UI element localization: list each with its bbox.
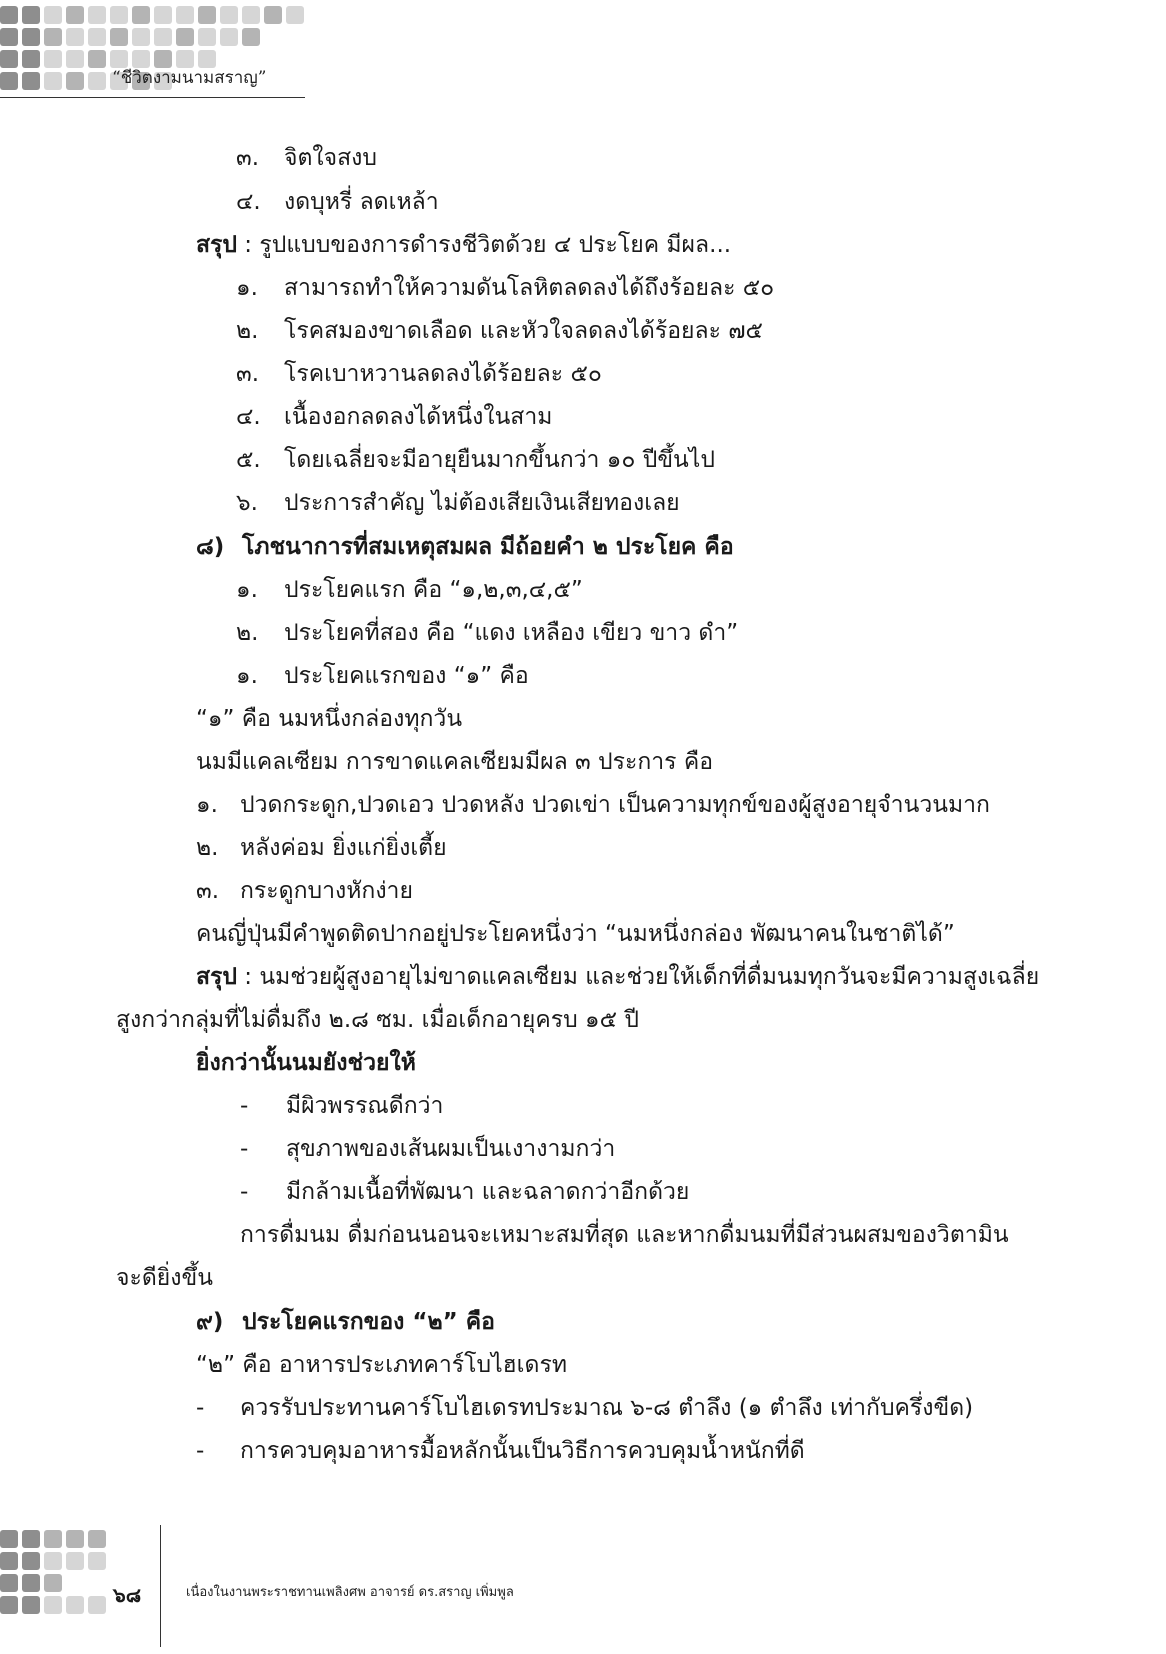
decorative-square [22,6,40,24]
list-item: ๑. ประโยคแรก คือ “๑,๒,๓,๔,๕” [236,577,583,603]
list-item: ๕. โดยเฉลี่ยจะมีอายุยืนมากขึ้นกว่า ๑๐ ปีขึ้นไป [236,447,715,473]
decorative-square [44,72,62,90]
footer-book-title: เนื่องในงานพระราชทานเพลิงศพ อาจารย์ ดร.สราญ เพิ่มพูล [186,1585,514,1600]
decorative-square [88,1552,106,1570]
decorative-square [88,50,106,68]
decorative-square [88,72,106,90]
decorative-square [0,72,18,90]
decorative-square [44,50,62,68]
running-header-title: “ชีวิตงามนามสราญ” [112,68,267,88]
decorative-square [66,1530,84,1548]
decorative-square [110,28,128,46]
decorative-square [22,1552,40,1570]
paragraph: สูงกว่ากลุ่มที่ไม่ดื่มถึง ๒.๘ ซม. เมื่อเด็กอายุครบ ๑๕ ปี [116,1007,639,1033]
decorative-square [176,28,194,46]
section-heading: ๙) ประโยคแรกของ “๒” คือ [196,1309,495,1335]
decorative-square [88,28,106,46]
decorative-square [176,6,194,24]
decorative-square [220,6,238,24]
list-item: ๒. โรคสมองขาดเลือด และหัวใจลดลงได้ร้อยละ ๗๕ [236,318,763,344]
decorative-square [44,1596,62,1614]
list-item: - มีผิวพรรณดีกว่า [240,1093,444,1119]
decorative-square [132,6,150,24]
decorative-square [0,28,18,46]
decorative-square [0,1596,18,1614]
list-item: ๒. ประโยคที่สอง คือ “แดง เหลือง เขียว ขาว ดำ” [236,620,739,646]
paragraph: การดื่มนม ดื่มก่อนนอนจะเหมาะสมที่สุด และหากดื่มนมที่มีส่วนผสมของวิตามิน [240,1222,1009,1248]
list-item: ๑. ปวดกระดูก,ปวดเอว ปวดหลัง ปวดเข่า เป็นความทุกข์ของผู้สูงอายุจำนวนมาก [196,792,990,818]
decorative-square [132,28,150,46]
list-item: ๓. โรคเบาหวานลดลงได้ร้อยละ ๕๐ [236,361,602,387]
decorative-square [88,6,106,24]
decorative-square [198,6,216,24]
decorative-square [44,1574,62,1592]
list-item: ๔. งดบุหรี่ ลดเหล้า [236,189,439,215]
decorative-square [44,1530,62,1548]
decorative-square [66,72,84,90]
list-item: - มีกล้ามเนื้อที่พัฒนา และฉลาดกว่าอีกด้วย [240,1179,690,1205]
decorative-square [0,6,18,24]
list-item: ๑. สามารถทำให้ความดันโลหิตลดลงได้ถึงร้อยละ ๕๐ [236,275,775,301]
decorative-square [22,1574,40,1592]
decorative-square [66,50,84,68]
decorative-square [286,6,304,24]
paragraph: คนญี่ปุ่นมีคำพูดติดปากอยู่ประโยคหนึ่งว่า “นมหนึ่งกล่อง พัฒนาคนในชาติได้” [196,921,955,947]
list-item: ๔. เนื้องอกลดลงได้หนึ่งในสาม [236,404,553,430]
decorative-square [22,50,40,68]
decorative-square [110,6,128,24]
section-heading: ๘) โภชนาการที่สมเหตุสมผล มีถ้อยคำ ๒ ประโยค คือ [196,534,734,560]
list-item: - การควบคุมอาหารมื้อหลักนั้นเป็นวิธีการควบคุมน้ำหนักที่ดี [196,1438,805,1464]
decorative-square [242,28,260,46]
paragraph: “๑” คือ นมหนึ่งกล่องทุกวัน [196,706,463,732]
decorative-square [154,6,172,24]
decorative-square [0,1574,18,1592]
list-item: - สุขภาพของเส้นผมเป็นเงางามกว่า [240,1136,616,1162]
decorative-square [66,1596,84,1614]
decorative-square [44,6,62,24]
paragraph: จะดียิ่งขึ้น [116,1265,213,1291]
decorative-square [22,28,40,46]
decorative-square [88,1530,106,1548]
list-item: - ควรรับประทานคาร์โบไฮเดรทประมาณ ๖-๘ ตำลึง (๑ ตำลึง เท่ากับครึ่งขีด) [196,1395,974,1421]
decorative-square [154,28,172,46]
decorative-square [44,1552,62,1570]
decorative-square [0,50,18,68]
list-item: ๒. หลังค่อม ยิ่งแก่ยิ่งเตี้ย [196,835,447,861]
decorative-square [264,6,282,24]
decorative-square [0,1552,18,1570]
paragraph: “๒” คือ อาหารประเภทคาร์โบไฮเดรท [196,1352,567,1378]
decorative-square [220,28,238,46]
page-number: ๖๘ [113,1583,142,1607]
decorative-square [66,6,84,24]
summary-line: สรุป : นมช่วยผู้สูงอายุไม่ขาดแคลเซียม และช่วยให้เด็กที่ดื่มนมทุกวันจะมีความสูงเฉลี่ย [196,964,1040,990]
decorative-square [22,72,40,90]
sub-heading: ยิ่งกว่านั้นนมยังช่วยให้ [196,1050,416,1076]
decorative-square [66,1552,84,1570]
paragraph: นมมีแคลเซียม การขาดแคลเซียมมีผล ๓ ประการ คือ [196,749,714,775]
decorative-square [88,1596,106,1614]
list-item: ๓. จิตใจสงบ [236,145,377,171]
header-rule [0,97,305,98]
decorative-square [22,1530,40,1548]
decorative-square [66,28,84,46]
summary-line: สรุป : รูปแบบของการดำรงชีวิตด้วย ๔ ประโยค มีผล... [196,232,732,258]
list-item: ๖. ประการสำคัญ ไม่ต้องเสียเงินเสียทองเลย [236,490,680,516]
list-item: ๓. กระดูกบางหักง่าย [196,878,413,904]
decorative-square [0,1530,18,1548]
decorative-square [22,1596,40,1614]
decorative-square [198,28,216,46]
footer-divider [160,1525,161,1647]
list-item: ๑. ประโยคแรกของ “๑” คือ [236,663,529,689]
decorative-square [242,6,260,24]
decorative-square [44,28,62,46]
